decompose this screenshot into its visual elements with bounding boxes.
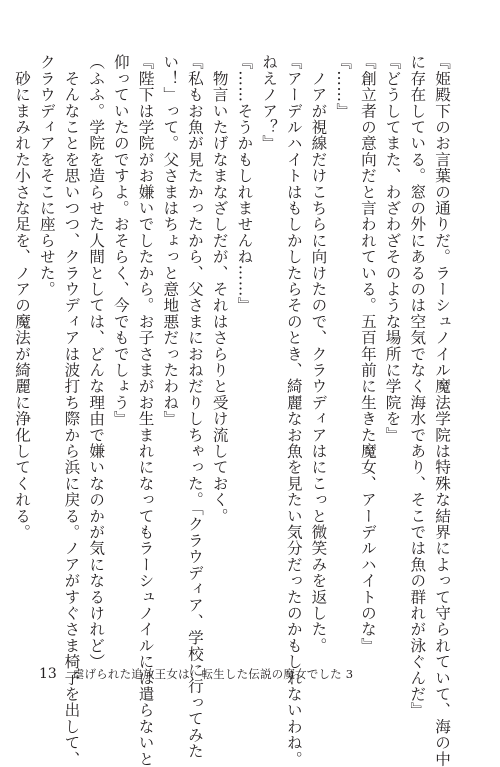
text-line: （ふふ。学院を造らせた人間としては、どんな理由で嫌いなのかが気になるけれど） — [87, 54, 106, 670]
text-line: 『どうしてまた、わざわざそのような場所に学院を』 — [383, 54, 402, 443]
text-line: 『……そうかもしれませんね……』 — [235, 54, 254, 314]
page-number: 13 — [39, 666, 57, 682]
text-line: 『姫殿下のお言葉の通りだ。ラーシュノイル魔法学院は特殊な結界によって守られていて、海の中 — [433, 54, 451, 767]
page-footer — [39, 666, 353, 682]
text-line: 『私もお魚が見たかったから、父さまにおねだりしちゃった。「クラウディア、学校に行ってみた — [185, 54, 204, 759]
text-line: 物言いたげなまなざしだが、それはさらりと受け流しておく。 — [210, 54, 229, 524]
text-line: ノアが視線だけこちらに向けたので、クラウディアはにこっと微笑みを返した。 — [309, 54, 328, 654]
text-line: 『創立者の意向だと言われている。五百年前に生きた魔女、アーデルハイトのな』 — [358, 54, 377, 654]
text-line: ねえノア？』 — [260, 54, 279, 152]
text-line: 仰っていたのですよ。おそらく、今でもでしょう』 — [111, 54, 130, 427]
text-line: い！」って。父さまはちょっと意地悪だったわね』 — [161, 54, 180, 427]
running-title: 虐げられた追放王女は、転生した伝説の魔女でした 3 — [72, 667, 354, 681]
text-line: 『……』 — [334, 54, 353, 119]
text-line: に存在している。窓の外にあるのは空気でなく海水であり、そこでは魚の群れが泳ぐんだ』 — [408, 54, 427, 719]
text-line: 『陛下は学院がお嫌いでしたから。お子さまがお生まれになってもラーシュノイルには遣らないと — [136, 54, 155, 767]
text-line: 『アーデルハイトはもしかしたらそのとき、綺麗なお魚を見たい気分だったのかもしれないわね。 — [284, 54, 303, 767]
text-line: そんなことを思いつつ、クラウディアは波打ち際から浜に戻る。ノアがすぐさま椅子を出して、 — [62, 54, 81, 767]
text-line: クラウディアをそこに座らせた。 — [37, 54, 56, 297]
text-line: 砂にまみれた小さな足を、ノアの魔法が綺麗に浄化してくれる。 — [13, 54, 32, 540]
